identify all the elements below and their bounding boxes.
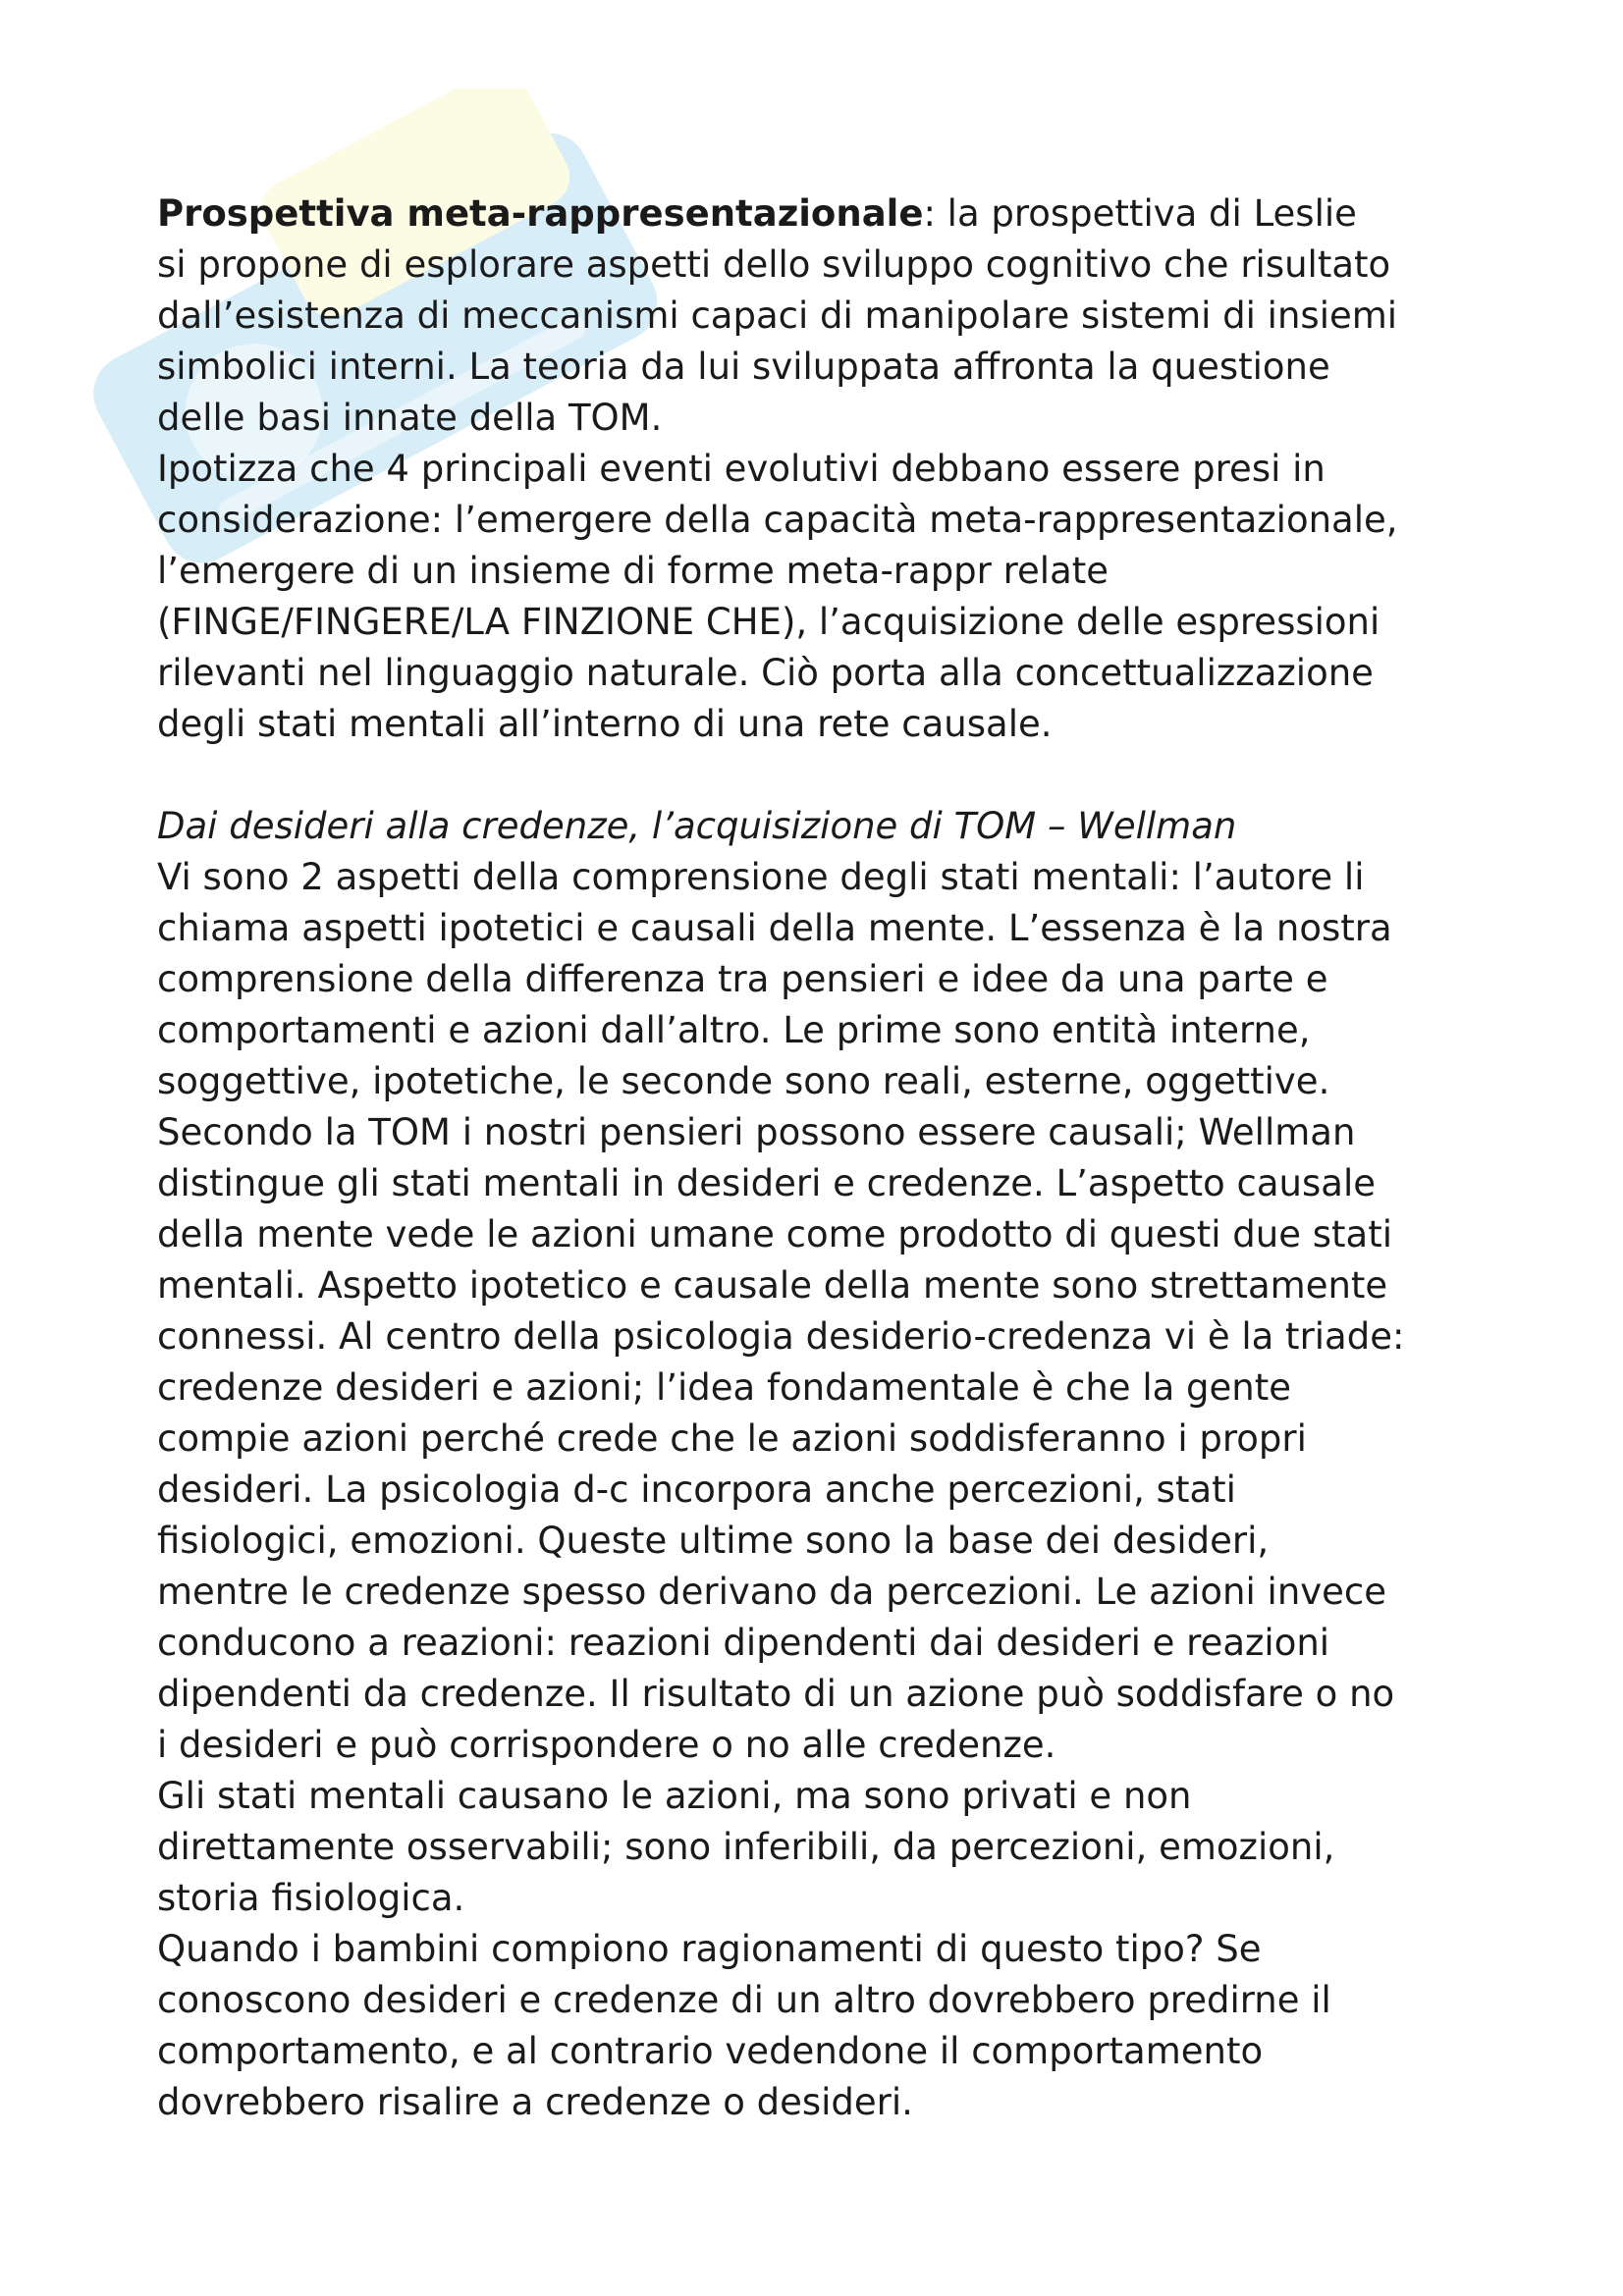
- paragraph-line: considerazione: l’emergere della capacità meta-rappresentazionale,: [157, 499, 1398, 541]
- paragraph-line: comprensione della differenza tra pensieri e idee da una parte e: [157, 958, 1328, 1000]
- paragraph-spacer: [157, 750, 1492, 801]
- paragraph-line: comportamento, e al contrario vedendone il comportamento: [157, 2030, 1264, 2072]
- paragraph-line: direttamente osservabili; sono inferibili, da percezioni, emozioni,: [157, 1826, 1335, 1868]
- paragraph-line: storia fisiologica.: [157, 1877, 465, 1919]
- paragraph-line: delle basi innate della TOM.: [157, 397, 663, 439]
- paragraph-line: credenze desideri e azioni; l’idea fondamentale è che la gente: [157, 1366, 1292, 1409]
- paragraph-line: l’emergere di un insieme di forme meta-rappr relate: [157, 550, 1109, 592]
- paragraph-line: compie azioni perché crede che le azioni soddisferanno i propri: [157, 1417, 1307, 1460]
- paragraph-line: Vi sono 2 aspetti della comprensione degli stati mentali: l’autore li: [157, 856, 1365, 898]
- paragraph-line: dipendenti da credenze. Il risultato di un azione può soddisfare o no: [157, 1673, 1395, 1715]
- paragraph-line: comportamenti e azioni dall’altro. Le prime sono entità interne,: [157, 1009, 1311, 1051]
- paragraph-line: chiama aspetti ipotetici e causali della mente. L’essenza è la nostra: [157, 907, 1392, 949]
- paragraph-line: della mente vede le azioni umane come prodotto di questi due stati: [157, 1213, 1393, 1255]
- section1-first-line: [157, 188, 1492, 240]
- paragraph-line: Ipotizza che 4 principali eventi evolutivi debbano essere presi in: [157, 448, 1325, 490]
- section2-title: Dai desideri alla credenze, l’acquisizione di TOM – Wellman: [157, 805, 1237, 847]
- paragraph-line: Quando i bambini compiono ragionamenti di questo tipo? Se: [157, 1928, 1262, 1970]
- paragraph-line: Secondo la TOM i nostri pensieri possono essere causali; Wellman: [157, 1111, 1356, 1153]
- paragraph-line: si propone di esplorare aspetti dello sviluppo cognitivo che risultato: [157, 243, 1391, 286]
- paragraph-line: Gli stati mentali causano le azioni, ma sono privati e non: [157, 1775, 1192, 1817]
- paragraph-line: soggettive, ipotetiche, le seconde sono reali, esterne, oggettive.: [157, 1060, 1330, 1102]
- paragraph-line: mentali. Aspetto ipotetico e causale della mente sono strettamente: [157, 1264, 1388, 1307]
- paragraph-line: desideri. La psicologia d-c incorpora anche percezioni, stati: [157, 1468, 1236, 1511]
- paragraph-line: dall’esistenza di meccanismi capaci di manipolare sistemi di insiemi: [157, 294, 1398, 337]
- section1-heading-suffix: : la prospettiva di Leslie: [923, 192, 1357, 235]
- paragraph-line: dovrebbero risalire a credenze o desideri.: [157, 2081, 913, 2123]
- paragraph-line: fisiologici, emozioni. Queste ultime sono la base dei desideri,: [157, 1520, 1270, 1562]
- paragraph-line: (FINGE/FINGERE/LA FINZIONE CHE), l’acquisizione delle espressioni: [157, 601, 1380, 643]
- paragraph-line: conducono a reazioni: reazioni dipendenti dai desideri e reazioni: [157, 1622, 1330, 1664]
- paragraph-line: degli stati mentali all’interno di una rete causale.: [157, 703, 1053, 745]
- paragraph-line: mentre le credenze spesso derivano da percezioni. Le azioni invece: [157, 1571, 1387, 1613]
- paragraph-line: conoscono desideri e credenze di un altro dovrebbero predirne il: [157, 1979, 1331, 2021]
- paragraph-line: simbolici interni. La teoria da lui sviluppata affronta la questione: [157, 346, 1330, 388]
- paragraph-line: distingue gli stati mentali in desideri e credenze. L’aspetto causale: [157, 1162, 1376, 1204]
- paragraph-line: rilevanti nel linguaggio naturale. Ciò porta alla concettualizzazione: [157, 652, 1374, 694]
- paragraph-line: i desideri e può corrispondere o no alle credenze.: [157, 1724, 1056, 1766]
- paragraph-line: connessi. Al centro della psicologia desiderio-credenza vi è la triade:: [157, 1315, 1405, 1358]
- section1-heading: Prospettiva meta-rappresentazionale: [157, 192, 924, 235]
- document-body: [157, 188, 1492, 2128]
